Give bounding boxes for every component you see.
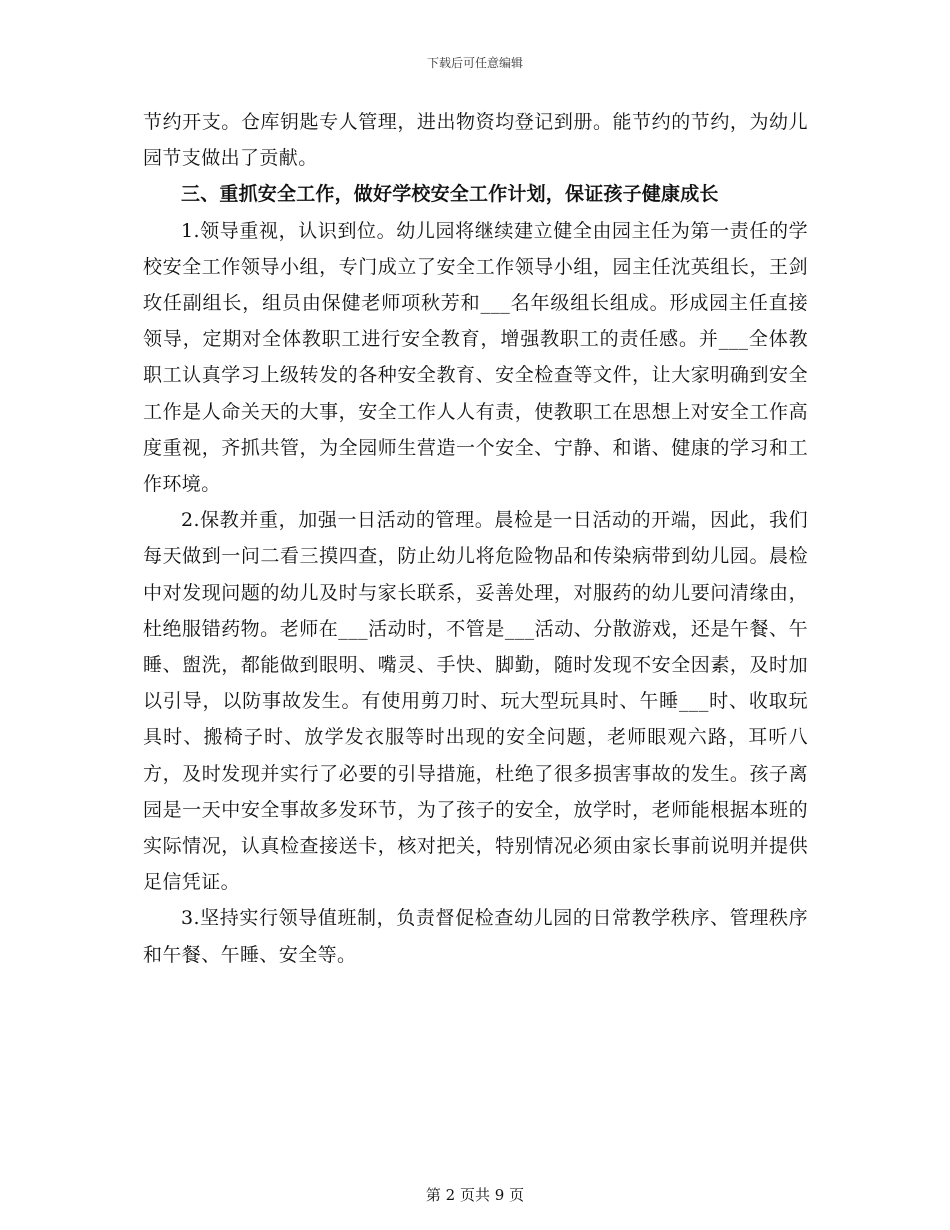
paragraph-continuation: 节约开支。仓库钥匙专人管理，进出物资均登记到册。能节约的节约，为幼儿园节支做出了贡献。	[143, 111, 808, 170]
paragraph-leadership: 1.领导重视，认识到位。幼儿园将继续建立健全由园主任为第一责任的学校安全工作领导小组，专门成立了安全工作领导小组，园主任沈英组长，王剑玫任副组长，组员由保健老师项秋芳和___名年级组长组成。形成园主任直接领导，定期对全体教职工进行安全教育，增强教职工的责任感。并___全体教职工认真学习上级转发的各种安全教育、安全检查等文件，让大家明确到安全工作是人命关天的大事，安全工作人人有责，使教职工在思想上对安全工作高度重视，齐抓共管，为全园师生营造一个安全、宁静、和谐、健康的学习和工作环境。	[143, 219, 808, 496]
document-body	[143, 104, 808, 973]
paragraph-duty-system: 3.坚持实行领导值班制，负责督促检查幼儿园的日常教学秩序、管理秩序和午餐、午睡、安全等。	[143, 907, 808, 966]
page-footer: 第 2 页共 9 页	[425, 1186, 525, 1204]
page-header: 下载后可任意编辑	[426, 56, 523, 70]
paragraph-daily-activity: 2.保教并重，加强一日活动的管理。晨检是一日活动的开端，因此，我们每天做到一问二看三摸四查，防止幼儿将危险物品和传染病带到幼儿园。晨检中对发现问题的幼儿及时与家长联系，妥善处理，对服药的幼儿要问清缘由，杜绝服错药物。老师在___活动时，不管是___活动、分散游戏，还是午餐、午睡、盥洗，都能做到眼明、嘴灵、手快、脚勤，随时发现不安全因素，及时加以引导，以防事故发生。有使用剪刀时、玩大型玩具时、午睡___时、收取玩具时、搬椅子时、放学发衣服等时出现的安全问题，老师眼观六路，耳听八方，及时发现并实行了必要的引导措施，杜绝了很多损害事故的发生。孩子离园是一天中安全事故多发环节，为了孩子的安全，放学时，老师能根据本班的实际情况，认真检查接送卡，核对把关，特别情况必须由家长事前说明并提供足信凭证。	[143, 509, 808, 894]
section-heading: 三、重抓安全工作，做好学校安全工作计划，保证孩子健康成长	[181, 183, 719, 206]
